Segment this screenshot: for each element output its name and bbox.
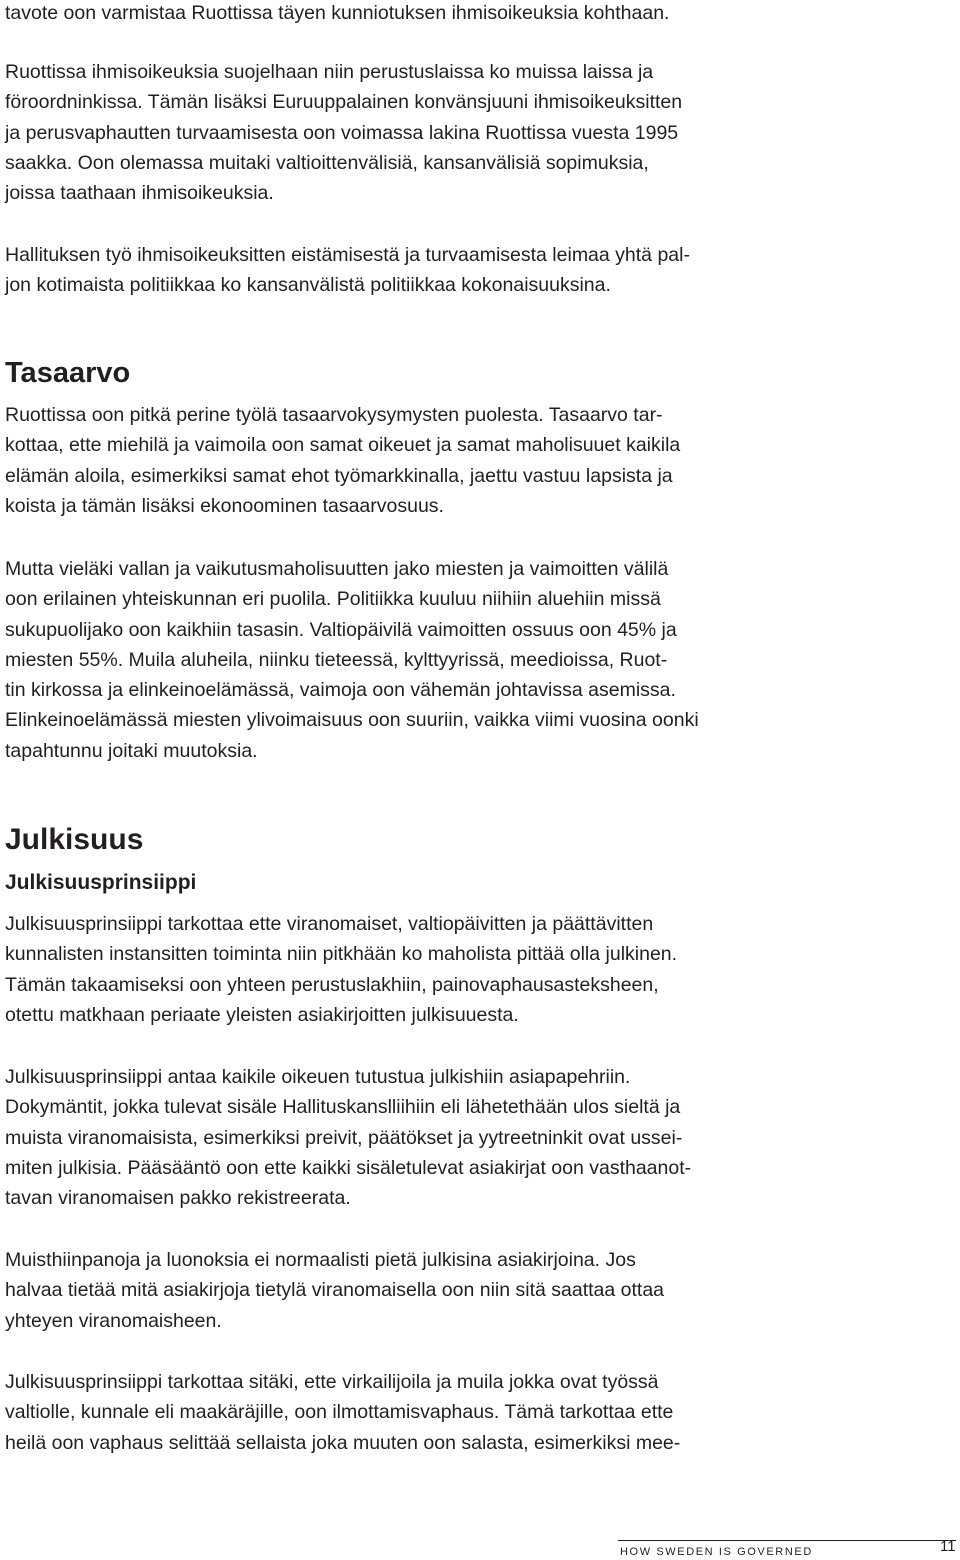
paragraph-publicity-principle: [5, 909, 677, 1030]
text-line: tapahtunnu joitaki muutoksia.: [5, 739, 258, 762]
text-line: tin kirkossa ja elinkeinoelämässä, vaimoja oon vähemän johtavissa asemissa.: [5, 679, 676, 702]
text-line: muista viranomaisista, esimerkiksi preivit, päätökset ja yytreetninkit ovat ussei-: [5, 1126, 683, 1149]
text-line: sukupuolijako oon kaikhiin tasasin. Valtiopäivilä vaimoitten ossuus oon 45% ja: [5, 618, 677, 641]
paragraph-human-rights-protection: [5, 57, 682, 208]
text-line: Julkisuusprinsiippi tarkottaa ette viranomaiset, valtiopäivitten ja päättävitten: [5, 913, 654, 935]
text-line: joissa taathaan ihmisoikeuksia.: [5, 182, 274, 205]
text-line: heilä oon vaphaus selittää sellaista joka muuten oon salasta, esimerkiksi mee-: [5, 1431, 681, 1454]
text-line: oon erilainen yhteiskunnan eri puolila. Politiikka kuuluu niihiin aluehiin missä: [5, 588, 661, 611]
text-line: Hallituksen työ ihmisoikeuksitten eistämisestä ja turvaamisesta leimaa yhtä pal-: [5, 244, 690, 266]
paragraph-equality-intro: [5, 400, 680, 521]
text-line: yhteyen viranomaisheen.: [5, 1309, 222, 1332]
heading-tasaarvo: Tasaarvo: [5, 357, 131, 389]
text-line: kottaa, ette miehilä ja vaimoila oon samat oikeuet ja samat maholisuuet kaikila: [5, 434, 681, 457]
footer-publication-title: HOW SWEDEN IS GOVERNED: [620, 1546, 813, 1558]
text-line: Tämän takaamiseksi oon yhteen perustuslakhiin, painovaphausasteksheen,: [5, 973, 659, 996]
heading-julkisuus: Julkisuus: [5, 823, 144, 856]
text-line: Elinkeinoelämässä miesten ylivoimaisuus oon suuriin, vaikka viimi vuosina oonki: [5, 709, 699, 732]
text-line: tavote oon varmistaa Ruottissa täyen kunniotuksen ihmisoikeuksia kohthaan.: [5, 2, 670, 24]
text-line: valtiolle, kunnale eli maakäräjille, oon ilmottamisvaphaus. Tämä tarkottaa ette: [5, 1401, 674, 1424]
text-line: otettu matkhaan periaate yleisten asiakirjoitten julkisuuesta.: [5, 1003, 519, 1026]
text-line: föroordninkissa. Tämän lisäksi Euruuppalainen konvänsjuuni ihmisoikeuksitten: [5, 91, 683, 114]
text-line: Ruottissa oon pitkä perine työlä tasaarvokysymysten puolesta. Tasaarvo tar-: [5, 404, 663, 426]
text-line: Dokymäntit, jokka tulevat sisäle Hallituskanslliihiin eli lähetethään ulos sieltä ja: [5, 1096, 681, 1119]
text-line: kunnalisten instansitten toiminta niin pitkhään ko maholista pittää olla julkinen.: [5, 943, 678, 966]
text-line: Julkisuusprinsiippi tarkottaa sitäki, ette virkailijoila ja muila jokka ovat työssä: [5, 1371, 659, 1393]
text-line: ja perusvaphautten turvaamisesta oon voimassa lakina Ruottissa vuesta 1995: [5, 121, 679, 144]
text-line: Julkisuusprinsiippi antaa kaikile oikeuen tutustua julkishiin asiapapehriin.: [5, 1066, 631, 1088]
paragraph-power-distribution: [5, 554, 699, 766]
text-line: halvaa tietää mitä asiakirjoja tietylä viranomaisella oon niin sitä saattaa ottaa: [5, 1279, 665, 1302]
text-line: tavan viranomaisen pakko rekistreerata.: [5, 1187, 351, 1210]
text-line: miten julkisia. Pääsääntö oon ette kaikki sisäletulevat asiakirjat oon vasthaanot-: [5, 1156, 692, 1179]
footer-divider: [618, 1540, 956, 1541]
text-line: elämän aloila, esimerkiksi samat ehot työmarkkinalla, jaettu vastuu lapsista ja: [5, 464, 673, 487]
text-line: Mutta vieläki vallan ja vaikutusmaholisuutten jako miesten ja vaimoitten välilä: [5, 558, 669, 580]
text-line: saakka. Oon olemassa muitaki valtioittenvälisiä, kansanvälisiä sopimuksia,: [5, 151, 649, 174]
text-line: Ruottissa ihmisoikeuksia suojelhaan niin perustuslaissa ko muissa laissa ja: [5, 61, 654, 83]
text-line: jon kotimaista politiikkaa ko kansanvälistä politiikkaa kokonaisuuksina.: [5, 274, 611, 297]
paragraph-notes-drafts: [5, 1245, 664, 1336]
text-line: Muisthiinpanoja ja luonoksia ei normaalisti pietä julkisina asiakirjoina. Jos: [5, 1249, 636, 1271]
paragraph-freedom-to-inform: [5, 1367, 680, 1458]
paragraph-intro-fragment: [5, 0, 669, 28]
paragraph-public-documents: [5, 1062, 691, 1213]
heading-julkisuusprinsiippi: Julkisuusprinsiippi: [5, 871, 197, 894]
paragraph-government-work: [5, 240, 690, 301]
text-line: miesten 55%. Muila aluheila, niinku tieteessä, kylttyyrissä, meedioissa, Ruot-: [5, 648, 668, 671]
page-number: 11: [940, 1538, 956, 1555]
text-line: koista ja tämän lisäksi ekonoominen tasaarvosuus.: [5, 494, 444, 517]
